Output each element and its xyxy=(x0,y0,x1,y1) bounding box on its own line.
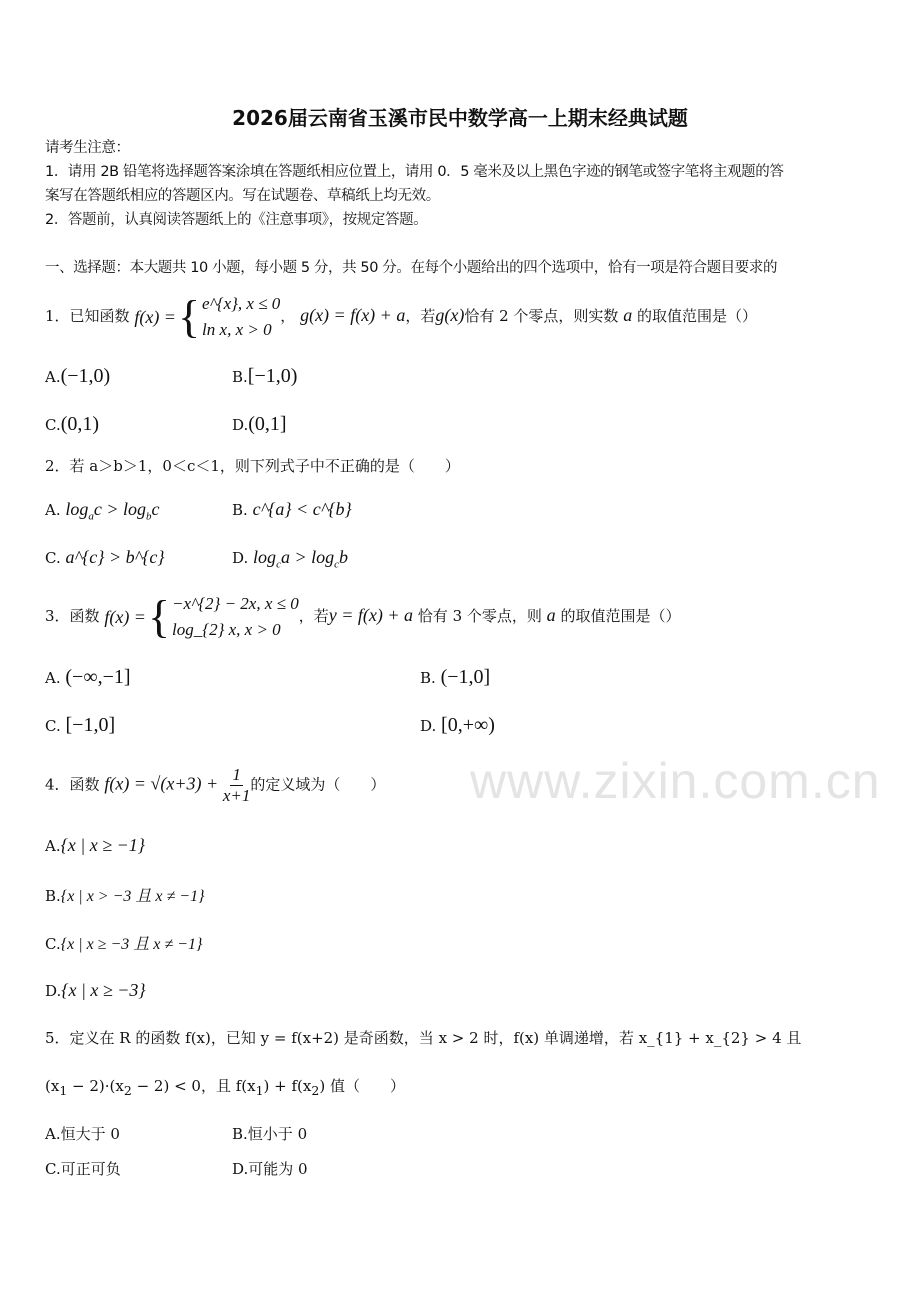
option-text: B. xyxy=(45,887,61,905)
case: ln x, x > 0 xyxy=(202,320,272,339)
math: a xyxy=(546,605,556,625)
option-d[interactable] xyxy=(420,714,495,737)
option-text: [0,+∞) xyxy=(441,714,495,736)
fraction-denominator: x+1 xyxy=(222,786,251,805)
option-text: D. xyxy=(232,1160,249,1178)
option-text: {x | x > −3 且 x ≠ −1} xyxy=(60,888,205,905)
option-text: B. xyxy=(232,1125,248,1143)
option-text: 可能为 0 xyxy=(248,1160,308,1178)
option-text: $\log_ac > \log_bc$ xyxy=(65,499,160,523)
option-a[interactable] xyxy=(45,666,131,689)
option-a[interactable] xyxy=(45,499,160,523)
option-text: C. xyxy=(45,935,61,953)
option-text: [−1,0) xyxy=(247,365,298,387)
section-heading: 一、选择题：本大题共 10 小题，每小题 5 分，共 50 分。在每个小题给出的四个选项中，恰有一项是符合题目要求的 xyxy=(45,260,778,276)
option-text: a^{c} > b^{c} xyxy=(65,547,165,567)
option-text: C. xyxy=(45,549,61,567)
option-text: A. xyxy=(45,501,61,519)
question-text: 恰有 3 个零点，则 xyxy=(417,607,542,625)
option-text: A. xyxy=(45,669,61,687)
question-text: ，若 xyxy=(405,307,436,325)
option-a[interactable] xyxy=(45,835,145,856)
question-3 xyxy=(45,591,680,643)
option-d[interactable] xyxy=(232,1158,308,1179)
piecewise-function xyxy=(104,591,298,643)
fraction xyxy=(223,765,251,806)
question-5-line1: 5．定义在 R 的函数 f(x)，已知 y = f(x+2) 是奇函数，当 x > 2 时，f(x) 单调递增，若 x_{1} + x_{2} > 4 且 xyxy=(45,1029,802,1047)
question-text: ，若 xyxy=(298,607,329,625)
option-text: C. xyxy=(45,717,61,735)
option-text: {x | x ≥ −3 且 x ≠ −1} xyxy=(60,936,203,953)
case: −x^{2} − 2x, x ≤ 0 xyxy=(172,594,299,613)
option-text: [−1,0] xyxy=(65,714,116,736)
math: g(x) = f(x) + a xyxy=(300,305,406,325)
question-text: 4．函数 xyxy=(45,775,100,794)
fraction-numerator: 1 xyxy=(232,765,241,784)
math: f(x) = xyxy=(104,607,146,627)
option-text: D. xyxy=(232,549,249,567)
option-d[interactable] xyxy=(232,413,287,436)
option-a[interactable] xyxy=(45,1123,120,1144)
question-2: 2．若 a＞b＞1，0＜c＜1，则下列式子中不正确的是（ ） xyxy=(45,457,460,475)
option-c[interactable] xyxy=(45,714,115,737)
page-title: 2026届云南省玉溪市民中数学高一上期末经典试题 xyxy=(232,106,688,130)
option-text: {x | x ≥ −3} xyxy=(61,980,146,1000)
notice-line: 2．答题前，认真阅读答题纸上的《注意事项》，按规定答题。 xyxy=(45,212,428,228)
case: e^{x}, x ≤ 0 xyxy=(202,294,281,313)
question-text: 3．函数 xyxy=(45,607,100,625)
watermark: www.zixin.com.cn xyxy=(470,753,881,809)
question-text: 的取值范围是（） xyxy=(636,307,757,325)
math: a xyxy=(623,305,633,325)
option-text: 恒大于 0 xyxy=(60,1125,120,1143)
option-text: B. xyxy=(232,368,248,386)
option-b[interactable] xyxy=(420,666,490,689)
option-c[interactable] xyxy=(45,1158,121,1179)
option-text: A. xyxy=(45,368,61,386)
question-text: 的取值范围是（） xyxy=(560,607,681,625)
option-text: C. xyxy=(45,416,61,434)
option-b[interactable] xyxy=(232,499,352,520)
option-a[interactable] xyxy=(45,365,110,388)
option-text: B. xyxy=(420,669,436,687)
question-text: 恰有 2 个零点，则实数 xyxy=(464,307,619,325)
option-text: (0,1] xyxy=(248,413,287,435)
option-c[interactable] xyxy=(45,547,165,568)
option-d[interactable] xyxy=(232,547,348,571)
notice-heading: 请考生注意： xyxy=(45,140,130,156)
option-c[interactable] xyxy=(45,931,202,954)
brace: { xyxy=(147,591,171,642)
math: y = f(x) + a xyxy=(328,605,414,625)
case: log_{2} x, x > 0 xyxy=(172,620,281,639)
option-text: $\log_ca > \log_cb$ xyxy=(253,547,348,571)
math: f(x) = √(x+3) + xyxy=(104,773,219,794)
question-1: 1．已知函数 f(x) = { e^{x}, x ≤ 0 ln x, x > 0 ， g(x) = f(x) + a，若g(x)恰有 2 个零点，则实数 a 的取值范围是（） xyxy=(45,291,757,342)
option-text: A. xyxy=(45,1125,61,1143)
option-text: A. xyxy=(45,837,61,855)
question-text: 的定义域为（ ） xyxy=(250,775,386,794)
option-text: 可正可负 xyxy=(60,1160,121,1178)
option-d[interactable] xyxy=(45,980,146,1001)
notice-line: 1．请用 2B 铅笔将选择题答案涂填在答题纸相应位置上，请用 0．5 毫米及以上黑色字迹的钢笔或签字笔将主观题的答 xyxy=(45,164,784,180)
option-text: D. xyxy=(420,717,437,735)
option-text: (0,1) xyxy=(60,413,100,435)
brace: { xyxy=(177,291,201,342)
option-text: (−1,0) xyxy=(60,365,111,387)
option-text: (−1,0] xyxy=(440,666,491,688)
option-text: {x | x ≥ −1} xyxy=(60,835,145,855)
piecewise-function xyxy=(134,291,280,343)
option-b[interactable] xyxy=(45,883,204,906)
notice-line: 案写在答题纸相应的答题区内。写在试题卷、草稿纸上均无效。 xyxy=(45,188,440,204)
option-text: D. xyxy=(45,982,62,1000)
question-text: 1．已知函数 xyxy=(45,307,130,325)
math: g(x) xyxy=(435,305,465,325)
option-text: (−∞,−1] xyxy=(65,666,131,688)
option-text: D. xyxy=(232,416,249,434)
option-b[interactable] xyxy=(232,1123,307,1144)
question-4 xyxy=(45,765,385,806)
option-text: C. xyxy=(45,1160,61,1178)
math: f(x) = xyxy=(134,307,176,327)
question-5-line2: $(x_1 - 2)\cdot(x_2 - 2) < 0$，且 $f(x_1) + f(x_2)$ 值（ ） xyxy=(45,1077,405,1098)
option-text: c^{a} < c^{b} xyxy=(252,499,352,519)
option-text: 恒小于 0 xyxy=(247,1125,308,1143)
option-text: B. xyxy=(232,501,248,519)
option-b[interactable] xyxy=(232,365,297,388)
option-c[interactable] xyxy=(45,413,99,436)
